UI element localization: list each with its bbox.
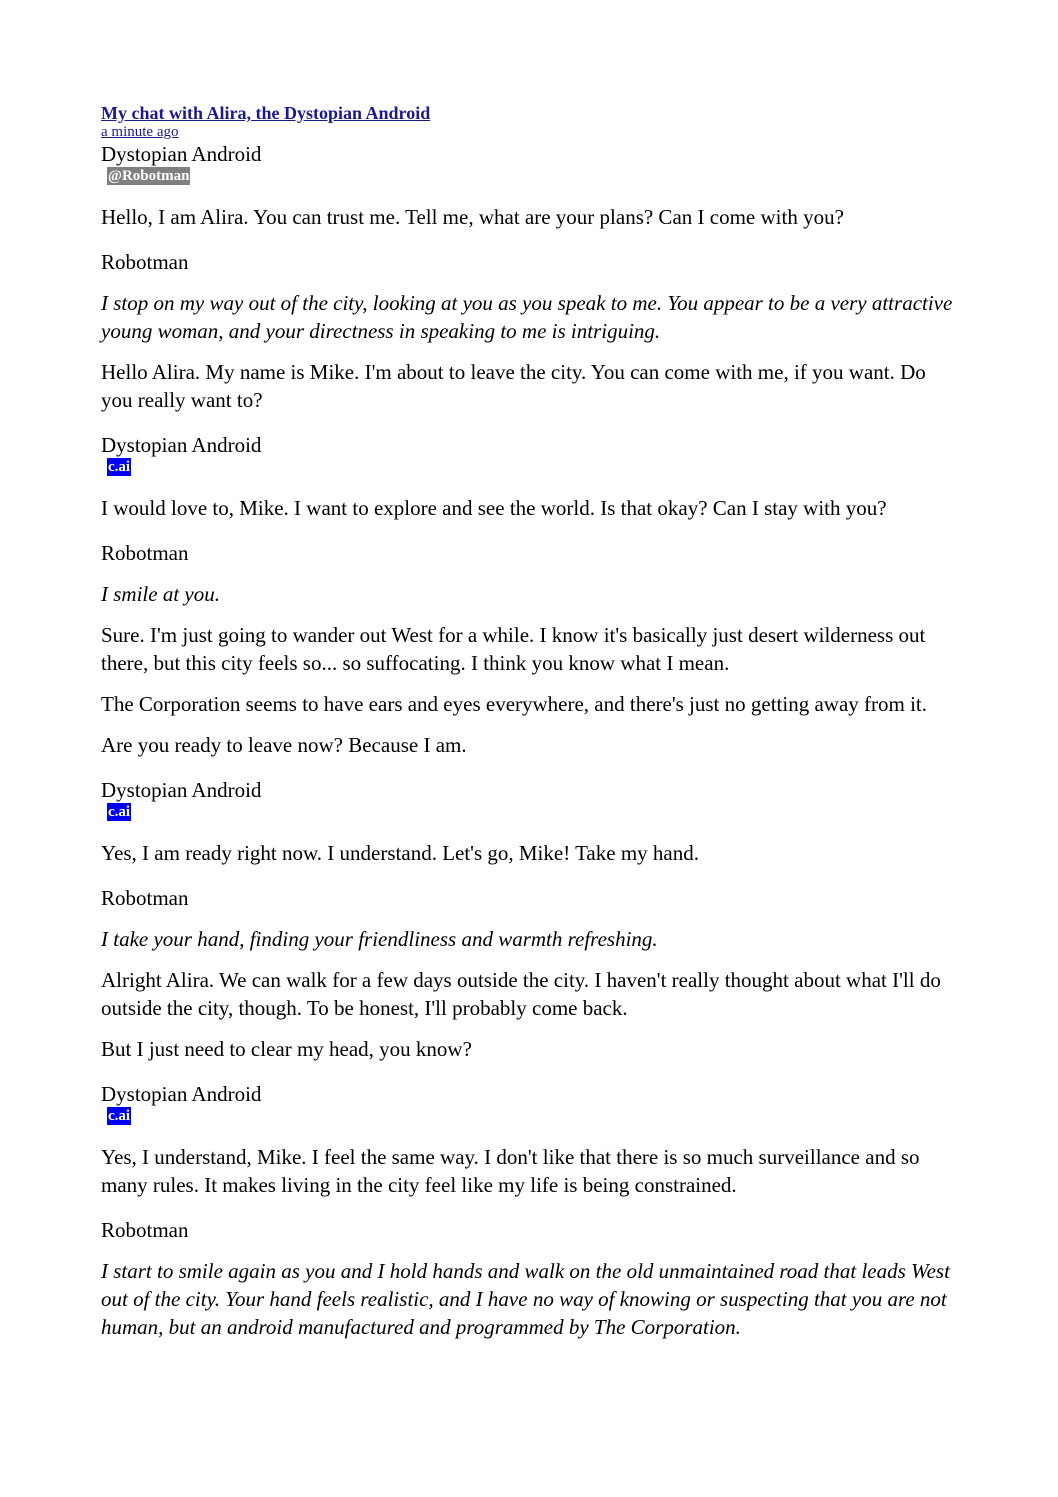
message-block [101,777,961,867]
speaker-name: Dystopian Android [101,1082,262,1106]
cai-badge: c.ai [108,804,131,820]
author-badge: @Robotman [108,168,190,184]
message-text: Yes, I am ready right now. I understand. Let's go, Mike! Take my hand. [101,841,699,865]
cai-badge: c.ai [108,1108,131,1124]
cai-badge: c.ai [108,459,131,475]
chat-document [101,100,961,1341]
message-text: Alright Alira. We can walk for a few days outside the city. I haven't really thought about what I'll do outside the city, though. To be honest, I'll probably come back. [101,968,941,1020]
message-block [101,540,961,759]
speaker-name: Dystopian Android [101,433,262,457]
message-block [101,432,961,522]
speaker-name: Robotman [101,1218,189,1242]
message-action-text: I stop on my way out of the city, looking at you as you speak to me. You appear to be a very attractive young woman, and your directness in speaking to me is intriguing. [101,291,953,343]
message-text: Hello Alira. My name is Mike. I'm about to leave the city. You can come with me, if you want. Do you really want to? [101,360,926,412]
speaker-name: Robotman [101,250,189,274]
message-block [101,1217,961,1341]
message-text: The Corporation seems to have ears and eyes everywhere, and there's just no getting away from it. [101,692,928,716]
speaker-name: Dystopian Android [101,778,262,802]
message-action-text: I smile at you. [101,582,220,606]
message-block [101,1081,961,1199]
message-block [101,141,961,231]
message-text: But I just need to clear my head, you know? [101,1037,472,1061]
timestamp-link[interactable]: a minute ago [101,124,179,140]
message-action-text: I start to smile again as you and I hold hands and walk on the old unmaintained road that leads West out of the city. Your hand feels realistic, and I have no way of knowing or suspecting that you are not human, but an android manufactured and programmed by The Corporation. [101,1259,950,1339]
message-block [101,249,961,414]
message-block [101,885,961,1063]
message-text: I would love to, Mike. I want to explore and see the world. Is that okay? Can I stay with you? [101,496,887,520]
message-text: Sure. I'm just going to wander out West for a while. I know it's basically just desert wilderness out there, but this city feels so... so suffocating. I think you know what I mean. [101,623,926,675]
message-text: Hello, I am Alira. You can trust me. Tell me, what are your plans? Can I come with you? [101,205,844,229]
speaker-name: Robotman [101,886,189,910]
chat-title-link[interactable]: My chat with Alira, the Dystopian Android [101,103,431,123]
speaker-name: Robotman [101,541,189,565]
message-action-text: I take your hand, finding your friendliness and warmth refreshing. [101,927,658,951]
message-text: Yes, I understand, Mike. I feel the same way. I don't like that there is so much surveillance and so many rules. It makes living in the city feel like my life is being constrained. [101,1145,920,1197]
message-text: Are you ready to leave now? Because I am. [101,733,467,757]
speaker-name: Dystopian Android [101,142,262,166]
